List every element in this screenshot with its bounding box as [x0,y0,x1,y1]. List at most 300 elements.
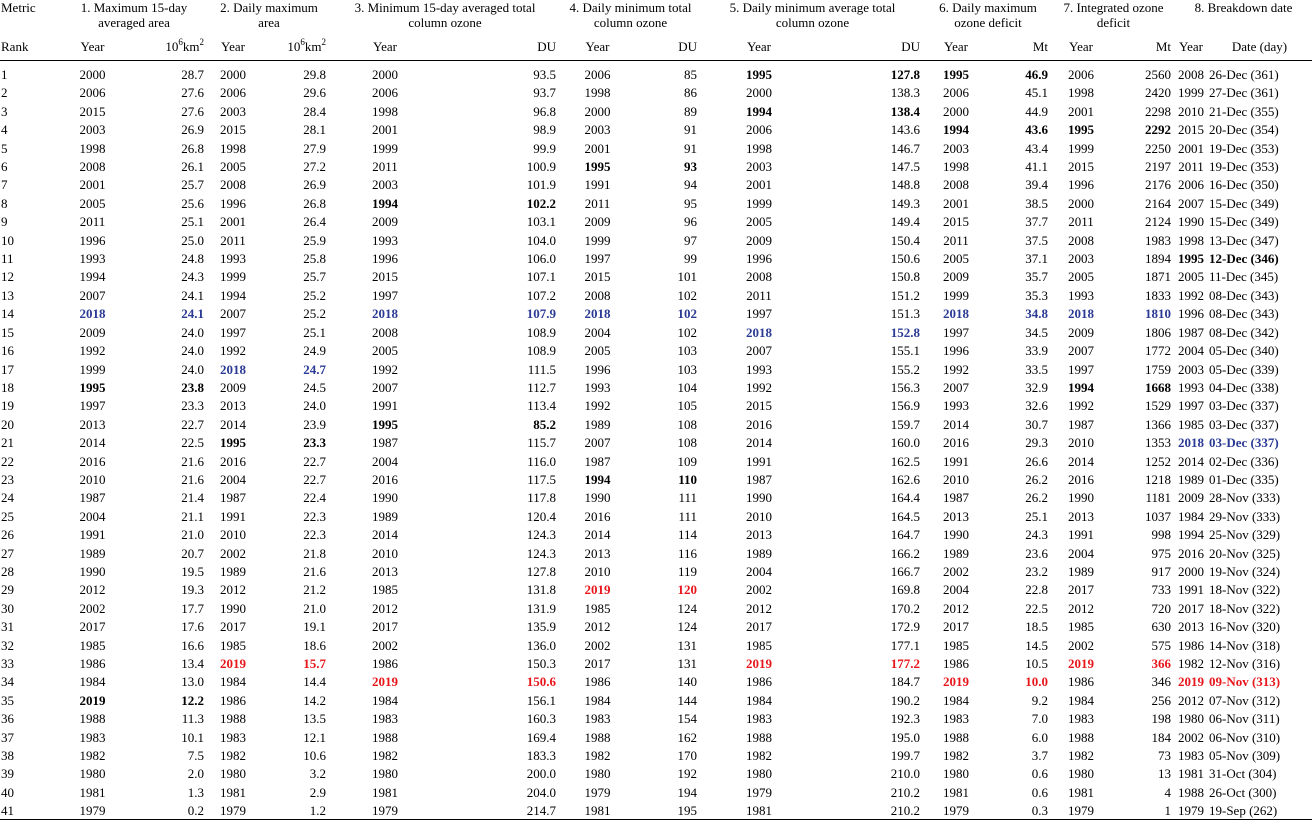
table-row [0,729,1312,747]
year-cell: 2004 [1068,545,1094,561]
table-row [0,747,1312,765]
year-cell: 1989 [943,545,969,561]
year-cell: 1998 [1068,85,1094,101]
value-cell: 124.3 [526,545,556,561]
year-cell: 2000 [1068,195,1094,211]
value-cell: 112.7 [527,379,556,395]
year-cell: 2006 [584,67,611,82]
year-cell: 2011 [943,232,969,248]
breakdown-date-cell: 08-Dec (343) [1209,287,1279,303]
year-cell: 1979 [79,803,106,819]
metric-3-header: 3. Minimum 15-day averaged total column ozone [354,0,536,30]
breakdown-date-cell: 29-Nov (333) [1209,508,1281,524]
year-cell: 1991 [372,398,398,414]
area-unit-exp: 6 [178,36,183,47]
year-cell: 1985 [220,637,246,653]
year-cell: 2005 [79,195,106,211]
year-cell: 1995 [746,67,772,82]
breakdown-date-cell: 05-Dec (339) [1209,361,1279,377]
year-cell: 1999 [943,287,969,303]
year-cell: 2006 [79,85,106,101]
rank-cell: 4 [1,122,8,138]
rank-cell: 11 [1,251,14,267]
year-cell: 2012 [1068,600,1094,616]
value-cell: 164.7 [890,527,920,543]
year-cell: 1987 [1068,416,1094,432]
year-cell: 1993 [1068,287,1094,303]
value-cell: 25.0 [181,232,204,248]
value-cell: 23.3 [181,398,204,414]
value-cell: 111.5 [527,361,556,377]
value-cell: 35.3 [1025,287,1048,303]
year-cell: 1990 [372,490,398,506]
value-cell: 102 [677,306,697,322]
value-cell: 131 [677,637,697,653]
rank-cell: 7 [1,177,8,193]
value-cell: 7.5 [187,748,204,764]
table-row [0,784,1312,802]
table-row [0,213,1312,231]
value-cell: 146.7 [890,140,920,156]
breakdown-date-cell: 21-Dec (355) [1209,103,1279,119]
year-cell: 2008 [584,287,611,303]
year-cell: 2013 [943,508,969,524]
value-cell: 25.2 [303,306,326,322]
value-cell: 10.1 [181,729,204,745]
year-cell: 2003 [79,122,106,138]
value-cell: 108.9 [526,324,556,340]
year-header: Year [747,39,771,54]
value-cell: 1668 [1145,379,1171,395]
year-cell: 2003 [220,103,246,119]
year-cell: 1983 [1068,711,1094,727]
du-unit-header: DU [901,39,920,54]
rank-cell: 23 [1,471,14,487]
year-cell: 1996 [943,343,969,359]
year-cell: 1992 [1178,287,1204,303]
year-cell: 2011 [372,159,398,175]
value-cell: 22.8 [1025,582,1048,598]
year-header: Year [944,39,968,54]
value-cell: 135.9 [526,619,556,635]
year-cell: 2001 [746,177,772,193]
value-cell: 210.2 [890,803,920,819]
year-cell: 1980 [1068,766,1094,782]
year-cell: 1999 [746,195,772,211]
year-cell: 2009 [943,269,969,285]
value-cell: 21.8 [303,545,326,561]
year-cell: 2018 [372,306,398,322]
breakdown-date-cell: 04-Dec (338) [1209,379,1279,395]
value-cell: 85 [684,67,697,82]
value-cell: 138.4 [890,103,920,119]
year-cell: 2000 [372,67,398,82]
year-cell: 1987 [746,471,772,487]
year-cell: 1998 [220,140,246,156]
value-cell: 110 [678,471,697,487]
du-unit-header: DU [678,39,697,54]
value-cell: 150.8 [890,269,920,285]
value-cell: 32.6 [1025,398,1048,414]
value-cell: 111 [678,490,697,506]
metric-label: Metric [1,0,36,15]
value-cell: 33.9 [1025,343,1048,359]
year-cell: 1990 [1178,214,1204,230]
year-cell: 1979 [1178,803,1204,819]
breakdown-date-cell: 27-Dec (361) [1209,85,1279,101]
year-cell: 2016 [943,435,969,451]
year-cell: 2006 [1178,177,1204,193]
value-cell: 102 [677,287,697,303]
year-cell: 1987 [584,453,611,469]
year-cell: 2006 [372,85,398,101]
value-cell: 124.3 [526,527,556,543]
value-cell: 13.5 [303,711,326,727]
year-cell: 1983 [220,729,246,745]
year-cell: 1989 [79,545,106,561]
value-cell: 1894 [1145,251,1171,267]
rank-cell: 13 [1,287,14,303]
year-cell: 1994 [1068,379,1094,395]
year-cell: 2017 [79,619,106,635]
year-header: Year [585,39,610,54]
year-cell: 1991 [1178,582,1204,598]
value-cell: 24.7 [303,361,326,377]
year-cell: 1999 [220,269,246,285]
year-cell: 2004 [1178,343,1204,359]
value-cell: 100.9 [526,159,556,175]
year-cell: 1985 [584,600,611,616]
year-cell: 1985 [372,582,398,598]
table-row [0,526,1312,544]
year-cell: 2017 [1068,582,1094,598]
breakdown-date-cell: 18-Nov (322) [1209,600,1281,616]
year-cell: 1992 [943,361,969,377]
value-cell: 25.8 [303,251,326,267]
year-cell: 2006 [746,122,772,138]
value-cell: 18.5 [1025,619,1048,635]
value-cell: 27.6 [181,85,204,101]
value-cell: 127.8 [890,67,920,82]
value-cell: 151.3 [890,306,920,322]
breakdown-date-cell: 08-Dec (342) [1209,324,1279,340]
value-cell: 39.4 [1025,177,1048,193]
year-cell: 2009 [1068,324,1094,340]
year-cell: 1983 [1178,748,1204,764]
value-cell: 1252 [1145,453,1171,469]
value-cell: 1366 [1145,416,1171,432]
value-cell: 22.7 [181,416,204,432]
value-cell: 37.1 [1025,251,1048,267]
value-cell: 156.1 [526,692,556,708]
breakdown-date-cell: 12-Nov (316) [1209,656,1281,671]
value-cell: 103.1 [526,214,556,230]
value-cell: 124 [677,619,697,635]
year-cell: 2001 [220,214,246,230]
year-cell: 2015 [584,269,611,285]
value-cell: 24.3 [181,269,204,285]
year-cell: 2019 [372,674,398,690]
year-cell: 1994 [943,122,969,138]
year-cell: 1987 [1178,324,1204,340]
value-cell: 23.6 [1025,545,1048,561]
breakdown-date-cell: 20-Nov (325) [1209,545,1281,561]
table-row [0,121,1312,139]
value-cell: 204.0 [526,784,556,800]
year-cell: 1985 [1178,416,1204,432]
rank-cell: 32 [1,637,14,653]
breakdown-date-cell: 19-Nov (324) [1209,563,1281,579]
year-cell: 1992 [220,343,246,359]
year-cell: 1999 [79,361,106,377]
year-cell: 2014 [584,527,611,543]
year-cell: 1979 [220,803,246,819]
value-cell: 24.9 [303,343,326,359]
table-row [0,563,1312,581]
year-cell: 2004 [372,453,398,469]
table-row [0,692,1312,710]
year-cell: 1991 [1068,527,1094,543]
value-cell: 2197 [1145,159,1171,175]
rank-cell: 33 [1,656,14,671]
value-cell: 0.3 [1031,803,1048,819]
value-cell: 124 [677,600,697,616]
value-cell: 111 [678,508,697,524]
value-cell: 21.1 [181,508,204,524]
year-cell: 2012 [79,582,106,598]
value-cell: 23.8 [181,379,204,395]
year-cell: 1984 [746,692,772,708]
value-cell: 150.6 [890,251,920,267]
table-row [0,397,1312,415]
year-cell: 1986 [1068,674,1094,690]
value-cell: 97 [684,232,697,248]
year-cell: 2015 [943,214,969,230]
value-cell: 27.9 [303,140,326,156]
value-cell: 19.5 [181,563,204,579]
year-cell: 1991 [943,453,969,469]
value-cell: 102.2 [526,195,556,211]
table-row [0,268,1312,286]
year-cell: 1997 [584,251,611,267]
year-cell: 2017 [584,656,611,671]
year-cell: 1994 [79,269,106,285]
breakdown-date-cell: 06-Nov (311) [1209,711,1280,727]
year-cell: 2005 [1068,269,1094,285]
year-header: Year [221,39,245,54]
value-cell: 136.0 [526,637,556,653]
year-header: Year [1179,39,1203,54]
value-cell: 27.6 [181,103,204,119]
year-cell: 1995 [1068,122,1094,138]
year-cell: 2013 [372,563,398,579]
value-cell: 13.4 [181,656,204,671]
table-row [0,61,1312,85]
year-cell: 1996 [1178,306,1204,322]
year-cell: 1983 [746,711,772,727]
value-cell: 33.5 [1025,361,1048,377]
year-cell: 2005 [220,159,246,175]
area-unit-header [125,34,208,61]
metric-1-header: 1. Maximum 15-day averaged area [80,0,188,30]
value-cell: 25.1 [1025,508,1048,524]
value-cell: 1218 [1145,471,1171,487]
value-cell: 3.2 [309,766,326,782]
year-cell: 1980 [746,766,772,782]
value-cell: 24.0 [181,343,204,359]
year-cell: 2004 [79,508,106,524]
value-cell: 147.5 [890,159,920,175]
year-cell: 2009 [79,324,106,340]
value-cell: 35.7 [1025,269,1048,285]
year-cell: 1989 [372,508,398,524]
value-cell: 89 [684,103,697,119]
value-cell: 1353 [1145,435,1171,451]
year-cell: 2008 [372,324,398,340]
value-cell: 184 [1151,729,1171,745]
year-cell: 2018 [943,306,969,322]
breakdown-date-cell: 25-Nov (329) [1209,527,1281,543]
value-cell: 102 [677,324,697,340]
table-row [0,673,1312,691]
rank-cell: 27 [1,545,14,561]
year-cell: 1982 [1068,748,1094,764]
year-cell: 2019 [746,656,772,671]
breakdown-date-cell: 16-Dec (350) [1209,177,1279,193]
year-cell: 1981 [1178,766,1204,782]
year-cell: 2014 [746,435,772,451]
metric-header-row [0,0,1312,34]
breakdown-date-cell: 31-Oct (304) [1209,766,1277,782]
year-cell: 2017 [1178,600,1204,616]
value-cell: 199.7 [890,748,920,764]
year-cell: 2011 [584,195,611,211]
value-cell: 1833 [1145,287,1171,303]
year-cell: 1981 [79,784,106,800]
value-cell: 150.4 [890,232,920,248]
value-cell: 25.6 [181,195,204,211]
value-cell: 21.6 [181,453,204,469]
year-cell: 2006 [943,85,969,101]
value-cell: 93 [684,159,697,175]
value-cell: 2298 [1145,103,1171,119]
rank-label: Rank [1,39,29,54]
value-cell: 29.6 [303,85,326,101]
year-cell: 2016 [1068,471,1094,487]
year-cell: 1980 [584,766,611,782]
table-row [0,176,1312,194]
value-cell: 120.4 [526,508,556,524]
year-cell: 2009 [584,214,611,230]
value-cell: 166.7 [890,563,920,579]
value-cell: 26.8 [181,140,204,156]
year-cell: 1982 [220,748,246,764]
year-cell: 2014 [943,416,969,432]
year-cell: 2001 [1178,140,1204,156]
year-cell: 2011 [746,287,772,303]
table-row [0,434,1312,452]
value-cell: 16.6 [181,637,204,653]
value-cell: 21.0 [181,527,204,543]
breakdown-date-cell: 03-Dec (337) [1209,435,1279,451]
value-cell: 26.6 [1025,453,1048,469]
year-cell: 2002 [1068,637,1094,653]
value-cell: 21.0 [303,600,326,616]
table-row [0,232,1312,250]
year-cell: 2014 [1178,453,1204,469]
year-cell: 1992 [1068,398,1094,414]
year-cell: 1984 [372,692,398,708]
year-cell: 1987 [943,490,969,506]
value-cell: 101 [677,269,697,285]
breakdown-date-cell: 03-Dec (337) [1209,416,1279,432]
breakdown-date-cell: 20-Dec (354) [1209,122,1279,138]
breakdown-date-cell: 16-Nov (320) [1209,619,1281,635]
value-cell: 975 [1151,545,1171,561]
year-cell: 1995 [220,435,246,451]
year-cell: 1994 [220,287,246,303]
value-cell: 2250 [1145,140,1171,156]
rank-cell: 1 [1,67,8,82]
value-cell: 34.5 [1025,324,1048,340]
value-cell: 144 [677,692,697,708]
value-cell: 9.2 [1031,692,1048,708]
value-cell: 18.6 [303,637,326,653]
year-cell: 1984 [1068,692,1094,708]
metric-6-header: 6. Daily maximum ozone deficit [939,0,1037,30]
value-cell: 13 [1158,766,1171,782]
value-cell: 170.2 [890,600,920,616]
year-cell: 2007 [746,343,772,359]
mt-unit-header: Mt [1155,39,1171,54]
year-cell: 1986 [372,656,398,671]
value-cell: 154 [677,711,697,727]
year-cell: 1988 [584,729,611,745]
value-cell: 116 [677,545,697,561]
year-cell: 1987 [220,490,246,506]
value-cell: 21.6 [181,471,204,487]
year-cell: 2015 [1178,122,1204,138]
year-cell: 1990 [943,527,969,543]
breakdown-date-cell: 26-Oct (300) [1209,784,1277,800]
year-cell: 2007 [79,287,106,303]
year-cell: 2007 [372,379,398,395]
value-cell: 115.7 [527,435,556,451]
area-unit-exp: 6 [300,36,305,47]
value-cell: 192 [677,766,697,782]
year-cell: 2013 [220,398,246,414]
year-cell: 2016 [746,416,772,432]
year-cell: 1992 [79,343,106,359]
year-cell: 1999 [1178,85,1204,101]
value-cell: 113.4 [527,398,556,414]
value-cell: 150.6 [526,674,556,690]
year-cell: 1998 [584,85,611,101]
year-cell: 1983 [943,711,969,727]
year-cell: 2015 [79,103,106,119]
rank-cell: 24 [1,490,14,506]
value-cell: 27.2 [303,159,326,175]
value-cell: 117.5 [527,471,556,487]
value-cell: 19.3 [181,582,204,598]
year-cell: 2003 [1068,251,1094,267]
value-cell: 917 [1151,563,1171,579]
value-cell: 1810 [1145,306,1171,322]
table-row [0,581,1312,599]
value-cell: 108 [677,416,697,432]
year-cell: 2010 [79,471,106,487]
value-cell: 170 [677,748,697,764]
